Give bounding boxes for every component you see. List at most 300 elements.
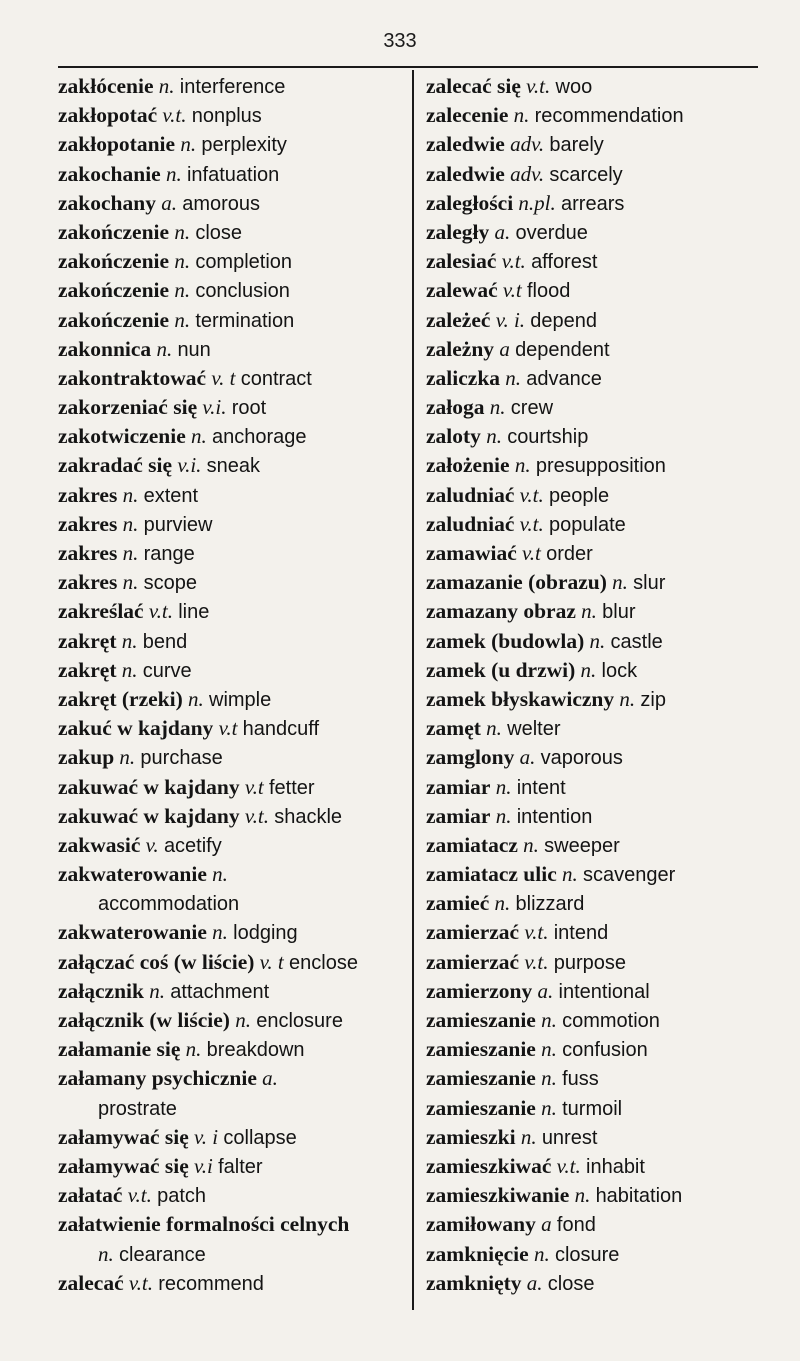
dictionary-entry [58,860,403,889]
headword: zaludniać [426,511,515,536]
dictionary-entry [426,948,766,977]
dictionary-entry [58,130,403,159]
translation: lodging [233,922,298,945]
headword: zakończenie [58,307,170,332]
dictionary-entry [58,393,403,422]
right-column [426,72,766,1298]
dictionary-entry [58,918,403,947]
part-of-speech: v.t [502,278,522,303]
part-of-speech: n. [122,570,139,595]
dictionary-entry [58,539,403,568]
headword: zakres [58,570,118,595]
dictionary-entry [426,160,766,189]
translation: prostrate [98,1097,177,1120]
translation: nun [177,338,211,361]
dictionary-entry [58,306,403,335]
headword: zakontraktować [58,365,207,390]
part-of-speech: n. [174,307,191,332]
translation: attachment [170,980,270,1003]
dictionary-entry [58,160,403,189]
dictionary-entry [58,714,403,743]
dictionary-entry [426,276,766,305]
headword: zamiatacz ulic [426,862,557,887]
headword: zakręt [58,628,117,653]
part-of-speech: n. [541,1008,557,1032]
part-of-speech: n. [486,424,502,449]
headword: zakres [58,541,118,565]
part-of-speech: v.t. [162,103,187,128]
dictionary-entry [426,1064,766,1093]
headword: zakorzeniać się [58,395,198,420]
translation: closure [554,1243,620,1266]
translation: unrest [541,1126,598,1149]
translation: close [547,1272,595,1295]
headword: zakres [58,511,118,536]
dictionary-entry [426,743,766,772]
dictionary-entry [58,481,403,510]
translation: slur [633,572,666,595]
dictionary-entry [58,597,403,626]
translation: blizzard [515,893,585,916]
headword: zakochanie [58,161,161,186]
dictionary-entry [58,364,403,393]
translation: overdue [515,221,588,244]
translation: commotion [562,1010,660,1032]
headword: załatać [58,1183,123,1208]
part-of-speech: n. [121,628,138,653]
part-of-speech: n. [165,161,182,186]
headword: zamek błyskawiczny [426,686,615,711]
dictionary-entry [58,1181,403,1210]
translation: dependent [515,338,610,361]
headword: zaludniać [426,482,515,507]
dictionary-entry [58,977,403,1006]
translation: contract [240,367,312,390]
headword: zależeć [426,307,491,332]
headword: zakończenie [58,219,170,244]
translation: arrears [561,192,625,215]
dictionary-entry [426,72,766,101]
part-of-speech: v.i. [177,453,202,478]
part-of-speech: v.t. [128,1270,154,1295]
dictionary-entry [426,218,766,247]
part-of-speech: n. [581,599,597,624]
headword: zakradać się [58,453,173,478]
part-of-speech: n. [121,657,138,682]
translation: shackle [274,805,343,828]
dictionary-entry [58,72,403,101]
translation: breakdown [206,1039,305,1062]
headword: zamieszanie [426,1037,536,1062]
part-of-speech: n. [191,424,207,449]
part-of-speech: n. [185,1037,202,1062]
headword: zamieszkiwanie [426,1183,570,1208]
translation: inhabit [586,1155,645,1178]
headword: zamieszkiwać [426,1153,552,1178]
headword: załączać coś (w liście) [58,949,255,974]
translation: zip [640,688,666,711]
part-of-speech: n.pl. [518,190,556,215]
headword: zamknięcie [426,1241,529,1266]
translation: amorous [182,192,261,215]
part-of-speech: n. [514,453,531,478]
headword: zamiatacz [426,832,518,857]
part-of-speech: v.t. [524,949,549,974]
dictionary-entry [426,831,766,860]
headword: zamiar [426,803,491,828]
headword: zakuwać w kajdany [58,803,240,828]
dictionary-entry [426,1210,766,1239]
headword: zaległy [426,219,490,244]
part-of-speech: n. [212,862,228,887]
headword: zaległości [426,190,514,215]
translation: woo [555,76,593,98]
headword: zakończenie [58,249,170,274]
part-of-speech: n. [574,1183,591,1208]
dictionary-entry [426,860,766,889]
translation: advance [526,367,602,390]
translation: clearance [119,1243,206,1266]
part-of-speech: v.t. [501,249,526,274]
part-of-speech: n. [612,570,628,595]
translation: castle [610,630,663,653]
part-of-speech: v.t. [148,599,173,624]
headword: zamiłowany [426,1212,536,1237]
part-of-speech: n. [589,628,606,653]
dictionary-entry [58,451,403,480]
dictionary-entry [426,802,766,831]
dictionary-entry [58,1152,403,1181]
left-column [58,72,403,1298]
headword: zaloty [426,424,481,449]
headword: zakwasić [58,832,141,857]
headword: zakręt [58,657,117,682]
part-of-speech: a. [526,1270,543,1295]
part-of-speech: a. [519,745,536,770]
dictionary-entry [58,831,403,860]
part-of-speech: n. [541,1037,557,1062]
dictionary-entry [58,510,403,539]
translation: nonplus [191,105,262,128]
headword: zamawiać [426,541,517,565]
page-number: 333 [383,30,417,52]
dictionary-entry [426,422,766,451]
headword: założenie [426,453,510,478]
part-of-speech: a. [494,219,511,244]
dictionary-entry [58,101,403,130]
translation: order [546,543,593,565]
dictionary-entry [58,189,403,218]
translation: scarcely [549,163,623,186]
part-of-speech: a. [262,1066,278,1091]
dictionary-entry [426,1035,766,1064]
translation: termination [195,309,295,332]
part-of-speech: v.t. [519,482,544,507]
part-of-speech: adv. [510,132,545,157]
dictionary-entry [58,247,403,276]
headword: zamierzać [426,920,520,945]
translation: acetify [163,834,222,857]
translation: bend [142,630,188,653]
headword: zależny [426,336,495,361]
part-of-speech: v. i. [495,307,526,332]
headword: zakonnica [58,336,152,361]
translation: scope [143,572,197,595]
part-of-speech: n. [98,1241,114,1266]
part-of-speech: n. [149,978,165,1003]
part-of-speech: n. [174,219,191,244]
dictionary-entry [58,1210,403,1239]
headword: zakłopotanie [58,132,176,157]
dictionary-entry [426,101,766,130]
headword: zakochany [58,190,156,215]
part-of-speech: n. [513,103,530,128]
part-of-speech: v.t. [519,511,544,536]
dictionary-entry [58,568,403,597]
dictionary-entry [426,977,766,1006]
headword: zakres [58,482,118,507]
translation: people [549,484,610,507]
translation: fuss [562,1068,599,1091]
headword: zalewać [426,278,498,303]
headword: zakończenie [58,278,170,303]
dictionary-entry [58,1064,403,1093]
headword: zakuwać w kajdany [58,774,240,799]
column-divider [412,70,414,1310]
headword: zalesiać [426,249,497,274]
part-of-speech: n. [489,395,506,420]
headword: załoga [426,395,485,420]
translation: depend [530,309,598,332]
translation: fetter [268,776,315,799]
dictionary-entry [58,422,403,451]
headword: zamierzony [426,978,533,1003]
headword: zakwaterowanie [58,920,207,945]
part-of-speech: n. [180,132,197,157]
part-of-speech: v.t [244,774,264,799]
dictionary-entry [426,1152,766,1181]
dictionary-entry [58,1269,403,1298]
part-of-speech: n. [533,1241,550,1266]
dictionary-entry [426,247,766,276]
translation: intent [516,776,566,799]
translation: purchase [140,747,223,770]
headword: zamglony [426,745,515,770]
dictionary-entry [426,1006,766,1035]
dictionary-entry [426,510,766,539]
headword: zamknięty [426,1270,522,1295]
part-of-speech: v.i [194,1153,213,1178]
dictionary-entry [426,481,766,510]
part-of-speech: n. [156,336,173,361]
dictionary-entry [426,364,766,393]
part-of-speech: n. [486,716,502,741]
part-of-speech: v.t. [556,1153,581,1178]
part-of-speech: a [541,1212,552,1237]
translation: anchorage [212,426,307,449]
dictionary-entry [426,130,766,159]
part-of-speech: n. [119,745,136,770]
translation: curve [142,659,192,682]
dictionary-entry [426,627,766,656]
translation: patch [157,1185,207,1208]
dictionary-entry [426,1269,766,1298]
part-of-speech: n. [122,482,139,507]
part-of-speech: n. [541,1095,557,1120]
headword: zaledwie [426,132,505,157]
dictionary-entry [58,218,403,247]
dictionary-entry [58,1035,403,1064]
dictionary-entry [58,276,403,305]
part-of-speech: v. i [194,1124,219,1149]
translation: accommodation [98,893,240,916]
part-of-speech: n. [122,541,139,565]
translation: intend [553,922,609,945]
dictionary-entry [426,539,766,568]
headword: zakwaterowanie [58,862,207,887]
translation: flood [527,280,571,303]
translation: enclose [289,951,358,974]
dictionary-entry [426,451,766,480]
dictionary-entry [58,773,403,802]
headword: załamywać się [58,1124,189,1149]
headword: zaledwie [426,161,505,186]
dictionary-entry [426,1240,766,1269]
part-of-speech: n. [541,1066,557,1091]
headword: załamany psychicznie [58,1066,257,1091]
headword: zalecać [58,1270,124,1295]
dictionary-entry [58,335,403,364]
part-of-speech: adv. [510,161,545,186]
translation: close [195,221,243,244]
translation: barely [549,134,604,157]
dictionary-entry [58,889,403,918]
dictionary-entry [58,743,403,772]
dictionary-entry [58,627,403,656]
dictionary-entry [426,1181,766,1210]
part-of-speech: v. t [211,365,236,390]
translation: sweeper [544,834,620,857]
part-of-speech: n. [235,1008,251,1032]
headword: zakreślać [58,599,144,624]
translation: courtship [507,426,589,449]
part-of-speech: a. [537,978,554,1003]
part-of-speech: v.t. [524,920,549,945]
translation: vaporous [540,747,623,770]
translation: purview [143,513,213,536]
part-of-speech: n. [174,249,191,274]
headword: zakuć w kajdany [58,716,214,741]
part-of-speech: v.t. [526,74,551,98]
translation: afforest [531,251,598,274]
part-of-speech: v.i. [202,395,227,420]
translation: intentional [558,980,650,1003]
part-of-speech: v. [145,832,159,857]
dictionary-entry [426,1123,766,1152]
translation: handcuff [242,718,320,741]
part-of-speech: n. [158,74,175,98]
headword: zamazany obraz [426,599,576,624]
dictionary-entry [58,1094,403,1123]
translation: lock [601,659,638,682]
translation: recommendation [534,105,684,128]
part-of-speech: n. [494,891,511,916]
headword: zamęt [426,716,481,741]
translation: confusion [562,1039,648,1062]
translation: completion [195,251,293,274]
dictionary-entry [58,802,403,831]
part-of-speech: n. [580,657,597,682]
part-of-speech: v.t [218,716,238,741]
headword: zamazanie (obrazu) [426,570,607,595]
headword: zaliczka [426,365,501,390]
translation: crew [510,397,554,420]
translation: sneak [206,455,261,478]
part-of-speech: n. [188,686,204,711]
translation: wimple [209,688,272,711]
headword: zamieszanie [426,1008,536,1032]
part-of-speech: v.t [522,541,541,565]
dictionary-entry [426,656,766,685]
dictionary-entry [58,948,403,977]
translation: collapse [223,1126,297,1149]
part-of-speech: n. [212,920,228,945]
headword: załatwienie formalności celnych [58,1212,350,1237]
translation: intention [516,805,593,828]
translation: interference [179,76,286,98]
headword: zakłócenie [58,74,154,98]
translation: scavenger [583,864,676,887]
headword: zamiar [426,774,491,799]
dictionary-entry [426,714,766,743]
dictionary-entry [58,685,403,714]
translation: presupposition [535,455,666,478]
dictionary-entry [426,568,766,597]
headword: załącznik (w liście) [58,1008,230,1032]
translation: habitation [595,1185,683,1208]
headword: załamanie się [58,1037,181,1062]
dictionary-entry [58,656,403,685]
translation: welter [507,718,561,741]
translation: blur [602,601,636,624]
dictionary-entry [426,918,766,947]
part-of-speech: n. [495,803,512,828]
part-of-speech: a [499,336,510,361]
dictionary-entry [426,685,766,714]
part-of-speech: v.t. [244,803,269,828]
translation: recommend [158,1272,264,1295]
dictionary-entry [426,889,766,918]
dictionary-entry [426,335,766,364]
dictionary-entry [426,773,766,802]
headword: zamieć [426,891,490,916]
part-of-speech: n. [505,365,522,390]
headword: zamek (budowla) [426,628,585,653]
part-of-speech: v. t [259,949,284,974]
dictionary-entry [58,1006,403,1035]
dictionary-entry [426,1094,766,1123]
translation: purpose [553,951,626,974]
dictionary-entry [426,393,766,422]
translation: line [178,601,210,624]
part-of-speech: n. [122,511,139,536]
translation: fond [556,1214,596,1237]
headword: zamieszki [426,1124,516,1149]
translation: perplexity [201,134,287,157]
dictionary-entry [426,306,766,335]
headword: zakręt (rzeki) [58,686,183,711]
headword: zakłopotać [58,103,158,128]
